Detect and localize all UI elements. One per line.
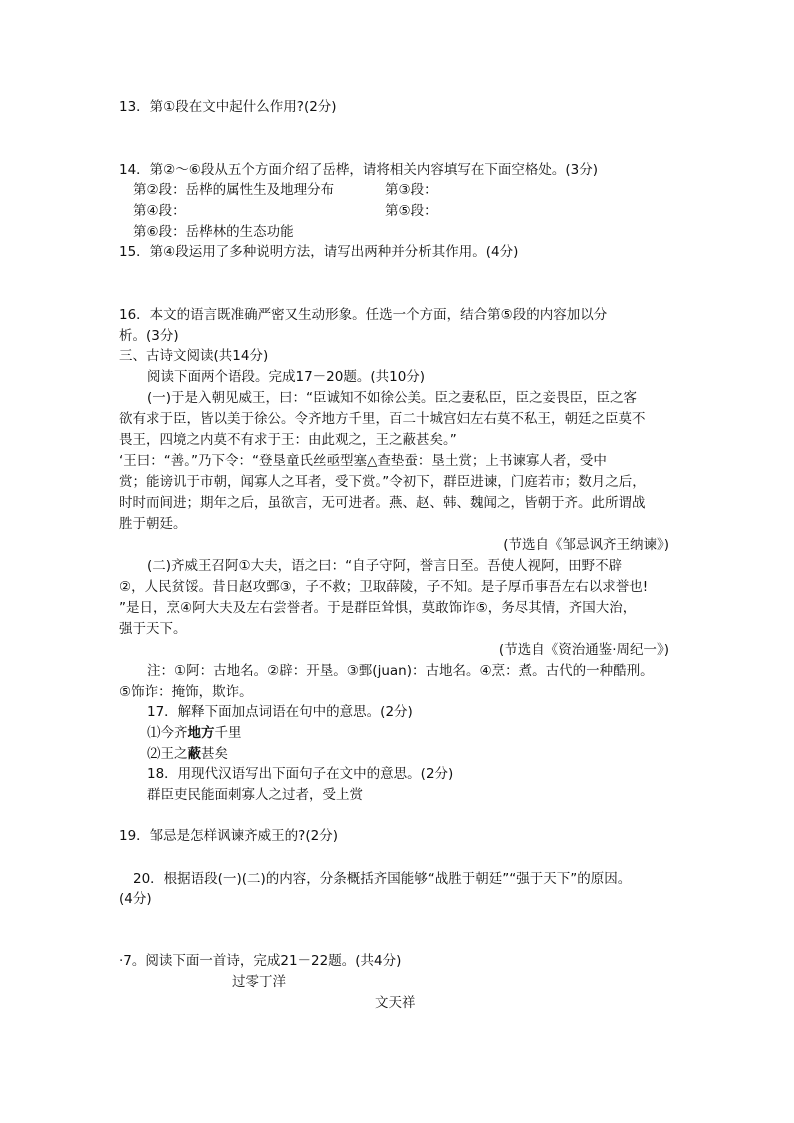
passage-1-line: 畏王，四境之内莫不有求于王：由此观之，王之蔽甚矣。” [119,432,457,448]
passage-2-source: (节选自《资治通鉴·周纪一》) [498,642,669,658]
q17-item-1-post: 千里 [214,725,242,741]
q14-paragraph-4: 第④段： [133,203,186,219]
question-13: 13．第①段在文中起什么作用?(2分) [119,99,337,115]
passage-1-line: ‘王曰：“善。”乃下令：“登垦童氏丝亟型塞△查垫蚕：垦土赏；上书谏寡人者，受中 [119,453,607,469]
question-19: 19．邹忌是怎样讽谏齐威王的?(2分) [119,828,338,844]
question-21-intro: ·7。阅读下面一首诗，完成21－22题。(共4分) [119,953,402,969]
notes-line-1: 注：①阿：古地名。②辟：开垦。③鄄(juan)：古地名。④烹：煮。古代的一种酷刑。 [147,663,654,679]
section-3-heading: 三、古诗文阅读(共14分) [119,348,269,364]
question-20-line-1: 20．根据语段(一)(二)的内容，分条概括齐国能够“战胜于朝廷”“强于天下”的原因。 [133,871,632,887]
passage-1-line: 赏；能谤讥于市朝，闻寡人之耳者，受下赏。”令初下，群臣进谏，门庭若市；数月之后， [119,474,646,490]
q14-paragraph-5: 第⑤段： [385,203,438,219]
notes-line-2: ⑤饰诈：掩饰，欺诈。 [119,684,253,700]
passage-1-line: 时时而间进；期年之后，虽欲言，无可进者。燕、赵、韩、魏闻之，皆朝于齐。此所谓战 [119,495,646,511]
question-16-line-1: 16．本文的语言既准确严密又生动形象。任选一个方面，结合第⑤段的内容加以分 [119,307,608,323]
q17-item-2 [147,744,228,764]
question-14-stem: 14．第②～⑥段从五个方面介绍了岳桦，请将相关内容填写在下面空格处。(3分) [119,162,599,178]
question-18-stem: 18．用现代汉语写出下面句子在文中的意思。(2分) [147,766,454,782]
passage-2-line: 强于天下。 [119,621,187,637]
q14-paragraph-3: 第③段： [385,182,438,198]
q14-paragraph-2: 第②段：岳桦的属性生及地理分布 [133,182,335,198]
q17-item-2-pre: ⑵王之 [147,746,188,762]
question-18-sentence: 群臣吏民能面刺寡人之过者，受上赏 [147,787,363,803]
q17-item-1-word: 地方 [187,725,215,741]
question-20-line-2: (4分) [119,891,152,907]
question-17-stem: 17．解释下面加点词语在句中的意思。(2分) [147,704,413,720]
q17-item-2-word: 蔽 [187,746,201,762]
passage-1-line: 欲有求于臣，皆以美于徐公。令齐地方千里，百二十城宫妇左右莫不私王，朝廷之臣莫不 [119,411,646,427]
question-15: 15．第④段运用了多种说明方法，请写出两种并分析其作用。(4分) [119,244,519,260]
q17-item-2-post: 甚矣 [201,746,228,762]
passage-1-source: (节选自《邹忌讽齐王纳谏》) [503,537,669,553]
reading-intro: 阅读下面两个语段。完成17－20题。(共10分) [147,369,426,385]
passage-2-line: (二)齐威王召阿①大夫，语之曰：“自子守阿，誉言日至。吾使人视阿，田野不辟 [147,558,623,574]
passage-2-line: ”是日，烹④阿大夫及左右尝誉者。于是群臣耸惧，莫敢饰诈⑤，务尽其情，齐国大治， [119,600,637,616]
passage-2-line: ②，人民贫馁。昔日赵攻鄄③，子不救；卫取薛陵，子不知。是子厚币事吾左右以求誉也! [119,579,649,595]
poem-title: 过零丁洋 [232,974,286,990]
question-16-line-2: 析。(3分) [119,328,179,344]
q14-paragraph-6: 第⑥段：岳桦林的生态功能 [133,224,294,240]
passage-1-line: (一)于是入朝见威王，曰：“臣诚知不如徐公美。臣之妻私臣，臣之妾畏臣，臣之客 [147,390,638,406]
q17-item-1 [147,723,242,743]
poem-author: 文天祥 [375,995,416,1011]
passage-1-line: 胜于朝廷。 [119,516,187,532]
q17-item-1-pre: ⑴今齐 [147,725,188,741]
